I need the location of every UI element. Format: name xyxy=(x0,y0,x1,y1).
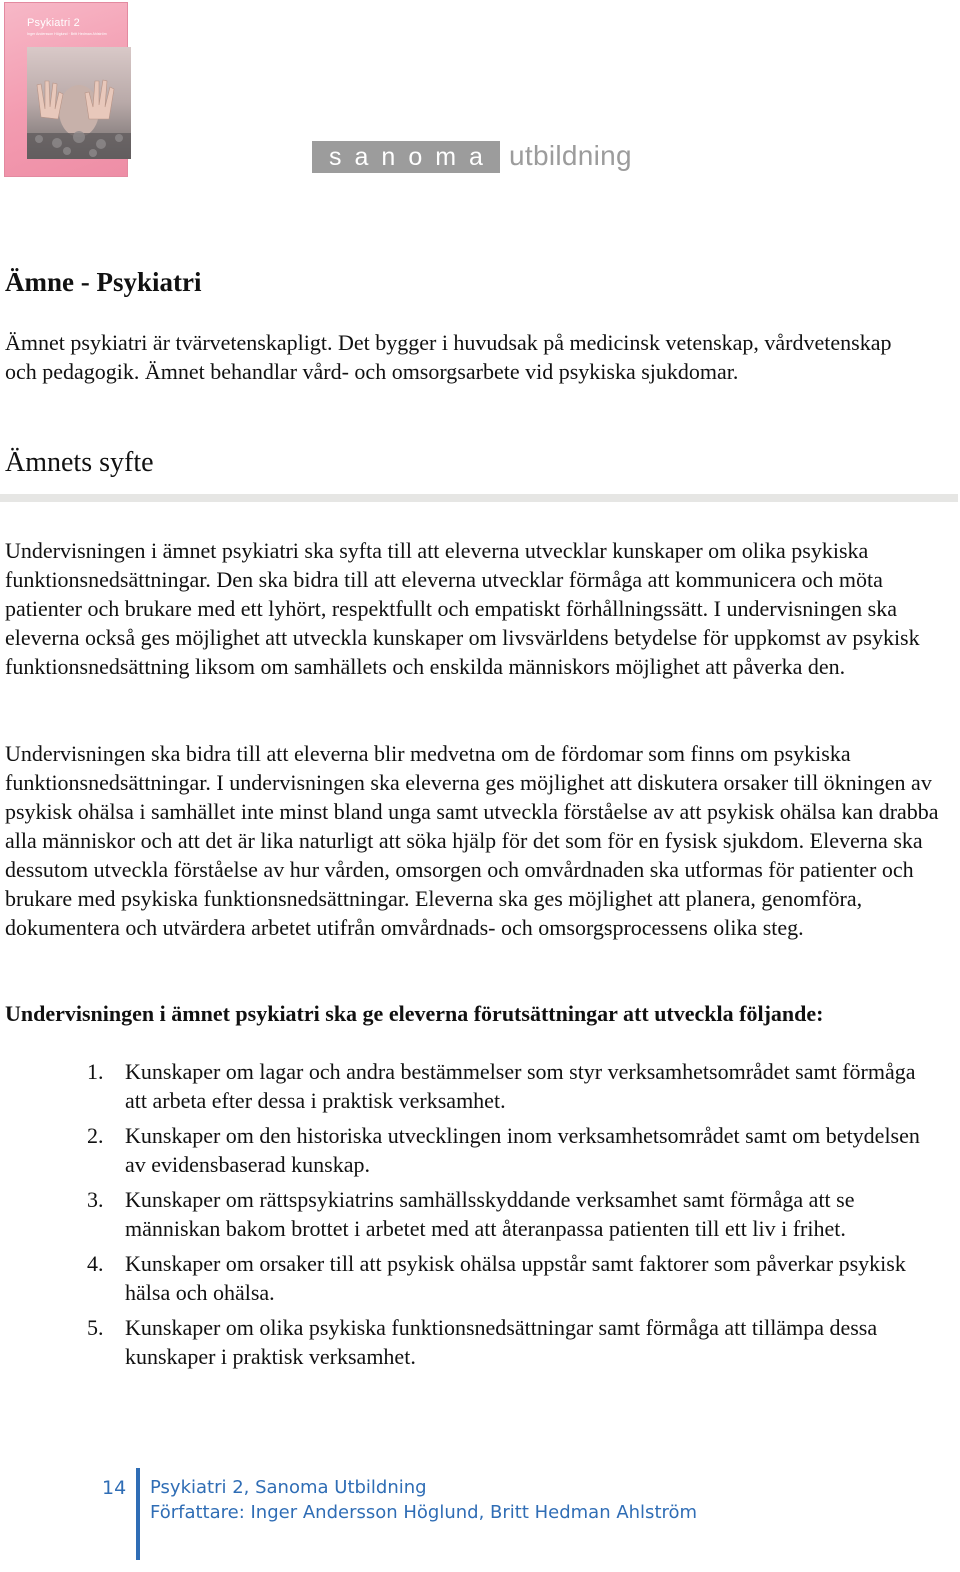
page-number: 14 xyxy=(102,1477,127,1499)
list-item xyxy=(0,1185,960,1243)
list-item-number: 2. xyxy=(87,1123,104,1148)
list-item xyxy=(0,1057,960,1115)
list-item-text: Kunskaper om rättspsykiatrins samhällsskyddande verksamhet samt förmåga att se människan bakom brottet i arbetet med att återanpassa patienten till ett liv i frihet. xyxy=(125,1187,855,1241)
list-item-number: 4. xyxy=(87,1251,104,1276)
purpose-paragraph: Undervisningen ska bidra till att eleverna blir medvetna om de fördomar som finns om psykiska funktionsnedsättningar. I undervisningen ska eleverna ges möjlighet att diskutera orsaker till ökningen av psykisk ohälsa i samhället inte minst bland unga samt utveckla förståelse av att psykisk ohälsa kan drabba alla människor och att det är lika naturligt att söka hjälp för det som för en fysisk sjukdom. Eleverna ska dessutom utveckla förståelse av hur vården, omsorgen och omvårdnaden ska utformas för patienter och brukare med psykiska funktionsnedsättningar. Eleverna ska ges möjlighet att planera, genomföra, dokumentera och utvärdera arbetet utifrån omvårdnads- och omsorgsprocessens olika steg. xyxy=(5,741,939,940)
list-item-text: Kunskaper om lagar och andra bestämmelser som styr verksamhetsområdet samt förmåga att arbeta efter dessa i praktisk verksamhet. xyxy=(125,1059,916,1113)
sanoma-logo: sanoma xyxy=(312,141,500,173)
intro-paragraph: Ämnet psykiatri är tvärvetenskapligt. Det bygger i huvudsak på medicinsk vetenskap, vårdvetenskap och pedagogik. Ämnet behandlar vård- och omsorgsarbete vid psykiska sjukdomar. xyxy=(5,330,892,384)
cover-subtitle: Inger Andersson Höglund · Britt Hedman Ahlström xyxy=(27,32,107,36)
list-item xyxy=(0,1121,960,1179)
purpose-paragraph: Undervisningen i ämnet psykiatri ska syfta till att eleverna utvecklar kunskaper om olika psykiska funktionsnedsättningar. Den ska bidra till att eleverna utvecklar förmåga att kommunicera och möta patienter och brukare med ett lyhört, respektfullt och empatiskt förhållningssätt. I undervisningen ska eleverna också ges möjlighet att utveckla kunskaper om livsvärldens betydelse för uppkomst av psykisk funktionsnedsättning liksom om samhällets och enskilda människors möjlighet att påverka den. xyxy=(5,538,920,679)
subject-heading: Ämne - Psykiatri xyxy=(5,267,202,297)
footer-divider xyxy=(136,1468,140,1560)
list-item-text: Kunskaper om orsaker till att psykisk ohälsa uppstår samt faktorer som påverkar psykisk hälsa och ohälsa. xyxy=(125,1251,906,1305)
goals-heading: Undervisningen i ämnet psykiatri ska ge eleverna förutsättningar att utveckla följande: xyxy=(5,1001,824,1026)
cover-hands-image xyxy=(27,47,131,159)
list-item-text: Kunskaper om olika psykiska funktionsnedsättningar samt förmåga att tillämpa dessa kunskaper i praktisk verksamhet. xyxy=(125,1315,878,1369)
logo-wordmark: utbildning xyxy=(509,140,632,171)
book-cover xyxy=(4,2,128,177)
cover-title: Psykiatri 2 xyxy=(27,17,80,29)
list-item-text: Kunskaper om den historiska utvecklingen inom verksamhetsområdet samt om betydelsen av evidensbaserad kunskap. xyxy=(125,1123,920,1177)
list-item xyxy=(0,1249,960,1307)
list-item-number: 5. xyxy=(87,1315,104,1340)
list-item-number: 1. xyxy=(87,1059,104,1084)
purpose-heading: Ämnets syfte xyxy=(5,447,154,478)
footer-book-title: Psykiatri 2, Sanoma Utbildning xyxy=(150,1477,427,1498)
list-item xyxy=(0,1313,960,1371)
section-divider xyxy=(0,494,958,502)
list-item-number: 3. xyxy=(87,1187,104,1212)
footer-authors: Författare: Inger Andersson Höglund, Britt Hedman Ahlström xyxy=(150,1502,698,1523)
goals-list xyxy=(0,1057,960,1377)
